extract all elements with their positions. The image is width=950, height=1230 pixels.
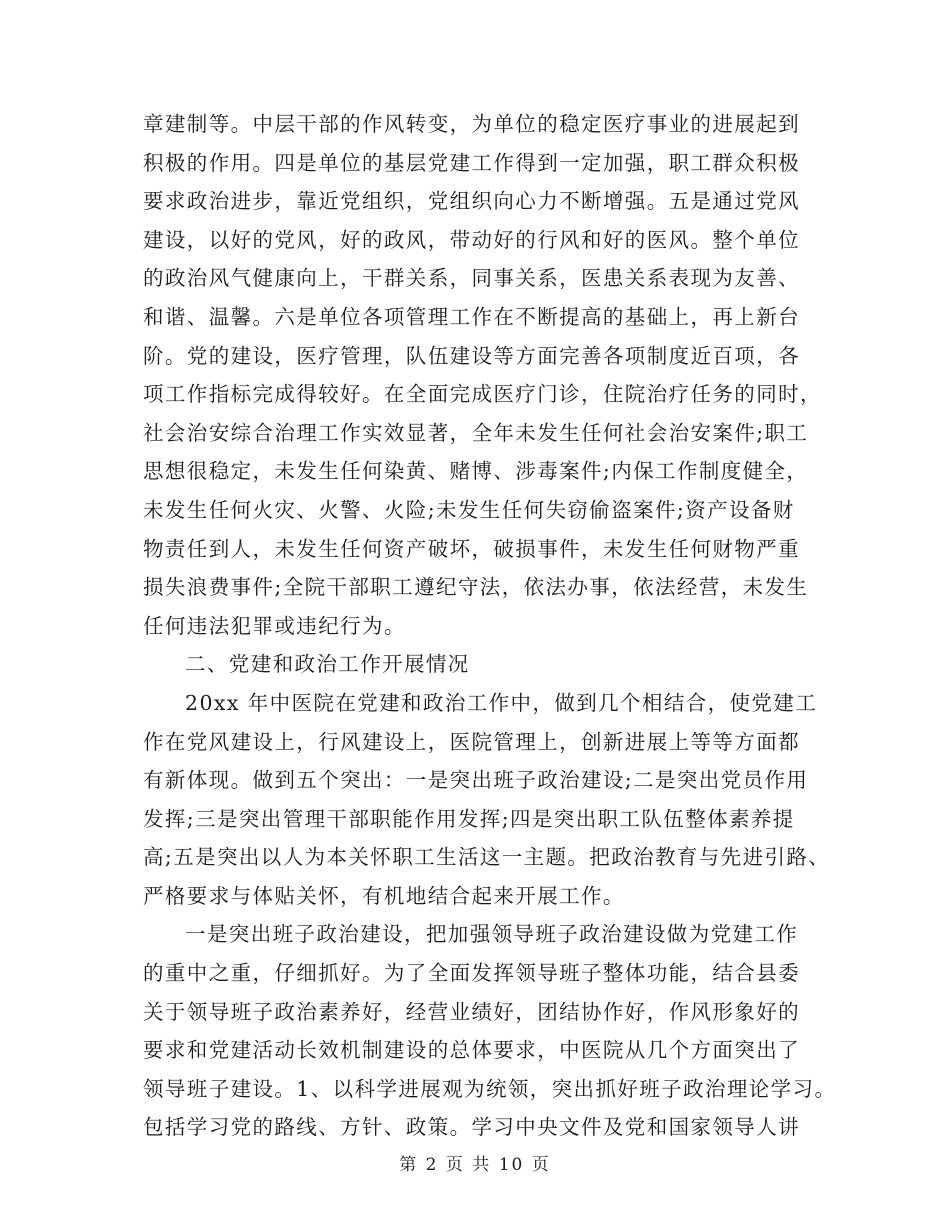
text-line: 项工作指标完成得较好。在全面完成医疗门诊，住院治疗任务的同时， bbox=[143, 382, 822, 407]
text-line: 损失浪费事件;全院干部职工遵纪守法，依法办事，依法经营，未发生 bbox=[143, 575, 809, 600]
text-line: 思想很稳定，未发生任何染黄、赌博、涉毒案件;内保工作制度健全， bbox=[143, 459, 809, 484]
text-line: 二、党建和政治工作开展情况 bbox=[185, 652, 470, 677]
text-line: 积极的作用。四是单位的基层党建工作得到一定加强，职工群众积极 bbox=[143, 150, 800, 175]
text-line: 发挥;三是突出管理干部职能作用发挥;四是突出职工队伍整体素养提 bbox=[143, 806, 795, 831]
paragraph bbox=[143, 105, 822, 645]
text-line: 有新体现。做到五个突出：一是突出班子政治建设;二是突出党员作用 bbox=[143, 768, 809, 793]
text-line: 包括学习党的路线、方针、政策。学习中央文件及党和国家领导人讲 bbox=[143, 1115, 800, 1140]
text-line: 高;五是突出以人为本关怀职工生活这一主题。把政治教育与先进引路、 bbox=[143, 845, 831, 870]
text-line: 物责任到人，未发生任何资产破坏，破损事件，未发生任何财物严重 bbox=[143, 536, 800, 561]
text-line: 阶。党的建设，医疗管理，队伍建设等方面完善各项制度近百项，各 bbox=[143, 343, 800, 368]
text-line: 20xx 年中医院在党建和政治工作中，做到几个相结合，使党建工 bbox=[185, 690, 818, 715]
text-line: 一是突出班子政治建设，把加强领导班子政治建设做为党建工作 bbox=[185, 922, 799, 947]
text-line: 要求和党建活动长效机制建设的总体要求，中医院从几个方面突出了 bbox=[143, 1038, 800, 1063]
text-line: 章建制等。中层干部的作风转变，为单位的稳定医疗事业的进展起到 bbox=[143, 112, 800, 136]
paragraph bbox=[143, 684, 831, 916]
text-line: 任何违法犯罪或违纪行为。 bbox=[143, 613, 406, 638]
document-body bbox=[143, 105, 837, 1147]
text-line: 要求政治进步，靠近党组织，党组织向心力不断增强。五是通过党风 bbox=[143, 189, 800, 214]
text-line: 严格要求与体贴关怀，有机地结合起来开展工作。 bbox=[143, 883, 625, 908]
text-line: 未发生任何火灾、火警、火险;未发生任何失窃偷盗案件;资产设备财 bbox=[143, 497, 795, 522]
page-footer: 第 2 页 共 10 页 bbox=[399, 1155, 551, 1175]
text-line: 社会治安综合治理工作实效显著，全年未发生任何社会治安案件;职工 bbox=[143, 420, 809, 445]
text-line: 建设，以好的党风，好的政风，带动好的行风和好的医风。整个单位 bbox=[143, 227, 800, 252]
paragraph bbox=[143, 915, 837, 1147]
text-line: 和谐、温馨。六是单位各项管理工作在不断提高的基础上，再上新台 bbox=[143, 304, 800, 329]
text-line: 作在党风建设上，行风建设上，医院管理上，创新进展上等等方面都 bbox=[143, 729, 800, 754]
text-line: 的重中之重，仔细抓好。为了全面发挥领导班子整体功能，结合县委 bbox=[143, 961, 800, 986]
text-line: 领导班子建设。1、以科学进展观为统领，突出抓好班子政治理论学习。 bbox=[143, 1076, 837, 1101]
section-heading bbox=[143, 645, 808, 684]
text-line: 关于领导班子政治素养好，经营业绩好，团结协作好，作风形象好的 bbox=[143, 999, 800, 1024]
text-line: 的政治风气健康向上，干群关系，同事关系，医患关系表现为友善、 bbox=[143, 266, 800, 291]
